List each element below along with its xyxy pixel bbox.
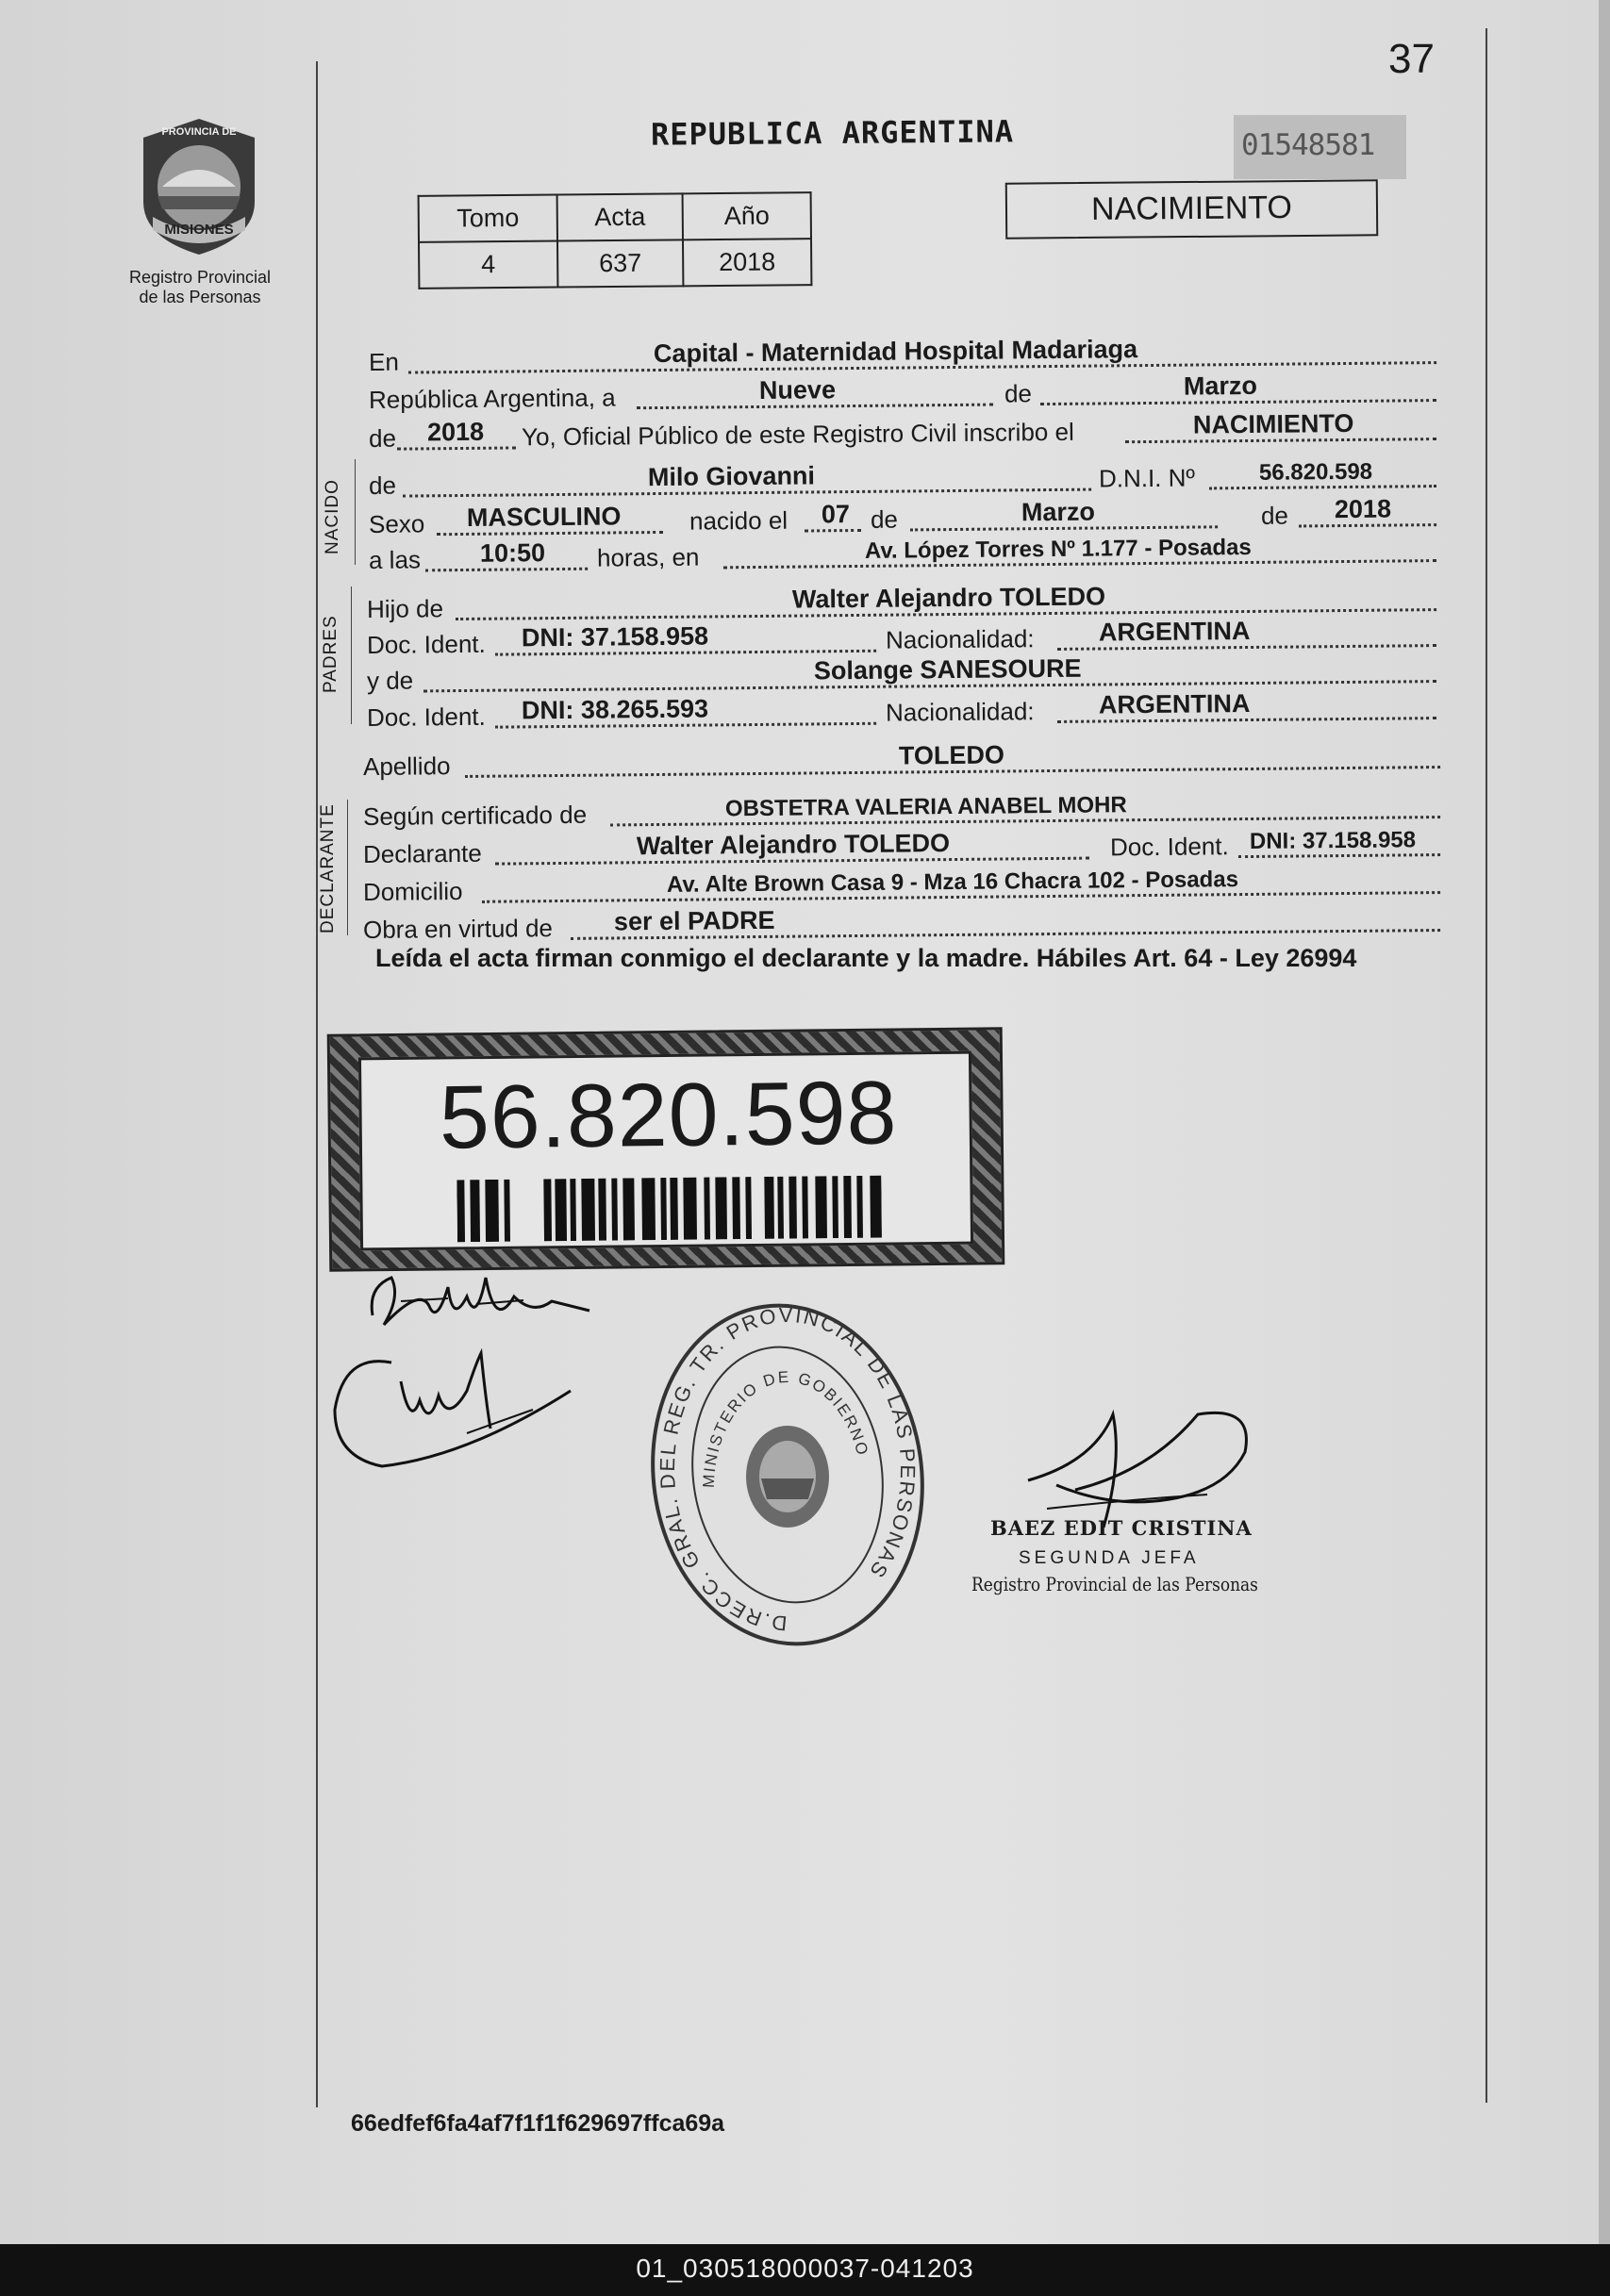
birth-year-value: 2018 — [1334, 494, 1392, 524]
mother-signature — [325, 1344, 580, 1476]
seal-text-top: PROVINCIA DE — [161, 126, 237, 138]
declarant-name-value: Walter Alejandro TOLEDO — [636, 829, 951, 861]
day-value: Nueve — [758, 375, 837, 405]
registry-label: Registro Provincial de las Personas — [128, 268, 272, 306]
registration-table-values — [419, 239, 811, 289]
birth-month-value: Marzo — [1021, 497, 1096, 527]
left-margin-line — [316, 61, 318, 2107]
seal-text-bottom: MISIONES — [164, 222, 234, 238]
row-child-name: de Milo Giovanni D.N.I. Nº 56.820.598 — [363, 453, 1448, 501]
act-type-box: NACIMIENTO — [1005, 179, 1379, 239]
certificate-value: OBSTETRA VALERIA ANABEL MOHR — [724, 792, 1127, 822]
registration-table-header — [419, 192, 811, 242]
nacido-section-label: NACIDO — [323, 479, 342, 554]
father-nationality-value: ARGENTINA — [1098, 616, 1251, 647]
tomo-value: 4 — [419, 241, 557, 289]
barcode-icon — [456, 1176, 882, 1243]
sex-value: MASCULINO — [466, 502, 622, 532]
row-sex-birth: Sexo MASCULINO nacido el 07 de Marzo de 2018 — [363, 491, 1448, 539]
row-time-place: a las 10:50 horas, en Av. López Torres Nº 1.177 - Posadas — [363, 527, 1448, 575]
declarante-section-label: DECLARANTE — [318, 803, 338, 933]
dni-card-number: 56.820.598 — [439, 1063, 898, 1168]
closing-note: Leída el acta firman conmigo el declarante y la madre. Hábiles Art. 64 - Ley 26994 — [375, 944, 1357, 972]
father-name-value: Walter Alejandro TOLEDO — [791, 582, 1106, 614]
child-name-value: Milo Giovanni — [647, 461, 816, 492]
row-address: Domicilio Av. Alte Brown Casa 9 - Mza 16 Chacra 102 - Posadas — [363, 859, 1448, 907]
row-declarant: Declarante Walter Alejandro TOLEDO Doc. Ident. DNI: 37.158.958 — [363, 821, 1448, 869]
serial-number-stamp: 01548581 — [1234, 115, 1406, 179]
official-name: BAEZ EDIT CRISTINA — [990, 1516, 1253, 1540]
row-date: República Argentina, a Nueve de Marzo — [363, 367, 1448, 415]
row-year: de 2018 Yo, Oficial Público de este Registro Civil inscribo el NACIMIENTO — [363, 405, 1448, 454]
anio-header: Año — [683, 192, 811, 240]
padres-section-line — [351, 586, 352, 724]
acta-header: Acta — [557, 193, 683, 240]
birth-place-value: Av. López Torres Nº 1.177 - Posadas — [864, 534, 1252, 564]
tomo-header: Tomo — [419, 195, 557, 242]
address-value: Av. Alte Brown Casa 9 - Mza 16 Chacra 102 - Posadas — [666, 867, 1239, 898]
role-value: ser el PADRE — [613, 905, 775, 936]
row-certificate: Según certificado de OBSTETRA VALERIA ANABEL MOHR — [363, 784, 1448, 832]
declarant-signature — [363, 1259, 608, 1353]
official-oval-stamp — [648, 1299, 927, 1650]
row-surname: Apellido TOLEDO — [363, 734, 1448, 782]
anio-value: 2018 — [683, 239, 811, 286]
row-role: Obra en virtud de ser el PADRE — [363, 897, 1448, 945]
dni-barcode-label — [327, 1027, 1005, 1271]
registration-table — [418, 191, 813, 289]
declarant-doc-value: DNI: 37.158.958 — [1249, 827, 1417, 854]
document-hash: 66edfef6fa4af7f1f1f629697ffca69a — [351, 2110, 725, 2137]
father-doc-value: DNI: 37.158.958 — [521, 621, 709, 652]
country-title: REPUBLICA ARGENTINA — [650, 113, 1015, 153]
right-margin-line — [1486, 28, 1487, 2103]
stamp-coat-of-arms-icon — [746, 1426, 829, 1528]
stamp-ring-text: D.RECC. GRAL. DEL REG. TR. PROVINCIAL DE LAS PERSONAS — [655, 1302, 921, 1636]
acta-value: 637 — [557, 240, 683, 287]
page-number: 37 — [1388, 36, 1435, 82]
padres-section-label: PADRES — [321, 615, 340, 693]
birth-time-value: 10:50 — [479, 538, 546, 568]
footer-filename: 01_030518000037-041203 — [636, 2254, 974, 2283]
mother-nationality-value: ARGENTINA — [1098, 688, 1251, 719]
official-registry: Registro Provincial de las Personas — [971, 1573, 1258, 1595]
official-title: SEGUNDA JEFA — [1019, 1548, 1200, 1568]
stamp-inner-text: MINISTERIO DE GOBIERNO — [699, 1367, 872, 1489]
birth-day-value: 07 — [821, 500, 851, 529]
child-dni-value: 56.820.598 — [1258, 458, 1373, 486]
mother-name-value: Solange SANESOURE — [813, 653, 1082, 685]
month-value: Marzo — [1183, 371, 1258, 401]
row-mother-name: y de Solange SANESOURE — [363, 648, 1448, 696]
nacido-section-line — [355, 459, 356, 565]
declarante-section-line — [347, 800, 348, 935]
row-father-name: Hijo de Walter Alejandro TOLEDO — [363, 576, 1448, 624]
year-value: 2018 — [426, 417, 485, 447]
row-father-doc: Doc. Ident. DNI: 37.158.958 Nacionalidad: ARGENTINA — [363, 612, 1448, 660]
mother-doc-value: DNI: 38.265.593 — [521, 694, 709, 725]
inscription-type-value: NACIMIENTO — [1192, 408, 1354, 439]
paper-edge — [1599, 0, 1610, 2244]
row-place: En Capital - Maternidad Hospital Madariaga — [363, 329, 1448, 377]
province-seal-icon — [134, 115, 264, 258]
place-value: Capital - Maternidad Hospital Madariaga — [653, 335, 1138, 369]
surname-value: TOLEDO — [898, 740, 1005, 770]
row-mother-doc: Doc. Ident. DNI: 38.265.593 Nacionalidad: ARGENTINA — [363, 685, 1448, 733]
